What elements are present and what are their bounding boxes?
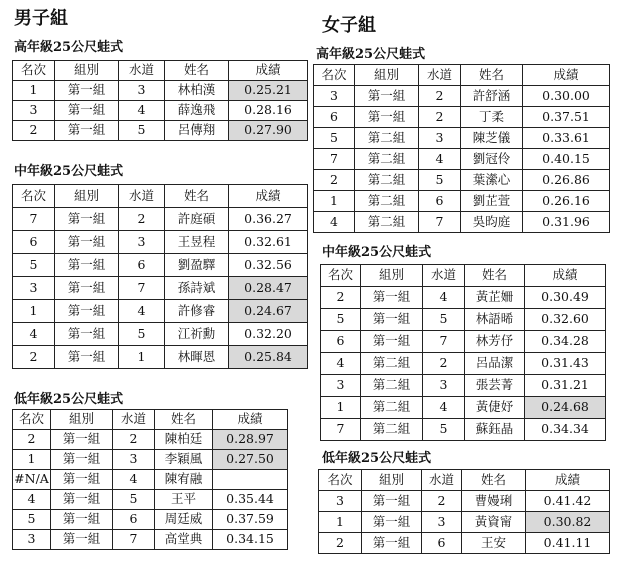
cell-name: 許庭碩 (165, 208, 229, 231)
cell-rank: 2 (13, 430, 51, 450)
column-header-lane: 水道 (422, 470, 462, 491)
cell-score: 0.30.00 (523, 86, 610, 107)
table-row (321, 397, 606, 419)
table-row (13, 323, 308, 346)
cell-rank: 1 (13, 300, 55, 323)
cell-name: 周廷威 (155, 510, 213, 530)
cell-rank: 1 (321, 397, 361, 419)
cell-score: 0.27.50 (213, 450, 288, 470)
cell-lane: 3 (119, 81, 165, 101)
cell-rank: 4 (13, 490, 51, 510)
cell-score: 0.30.49 (525, 287, 606, 309)
table-row (314, 149, 610, 170)
cell-group: 第二組 (355, 170, 419, 191)
cell-score: 0.24.67 (229, 300, 308, 323)
boys-group-title: 男子組 (14, 8, 68, 29)
cell-lane: 6 (119, 254, 165, 277)
cell-name: 劉盈驛 (165, 254, 229, 277)
table-row (13, 450, 288, 470)
cell-name: 林暉恩 (165, 346, 229, 369)
cell-name: 葉瀠心 (461, 170, 523, 191)
cell-lane: 5 (423, 419, 465, 441)
header-row (13, 61, 308, 81)
header-row (13, 410, 288, 430)
cell-score (213, 470, 288, 490)
cell-name: 王昱程 (165, 231, 229, 254)
cell-lane: 4 (113, 470, 155, 490)
column-header-score: 成績 (229, 61, 308, 81)
column-header-score: 成績 (229, 185, 308, 208)
cell-score: 0.28.16 (229, 101, 308, 121)
cell-lane: 3 (423, 375, 465, 397)
cell-rank: 5 (13, 254, 55, 277)
cell-score: 0.37.51 (523, 107, 610, 128)
cell-score: 0.25.84 (229, 346, 308, 369)
table-row (13, 81, 308, 101)
cell-score: 0.41.42 (526, 491, 610, 512)
cell-name: 張芸菁 (465, 375, 525, 397)
cell-rank: 1 (319, 512, 362, 533)
column-header-rank: 名次 (314, 65, 355, 86)
cell-group: 第一組 (361, 331, 423, 353)
cell-lane: 6 (113, 510, 155, 530)
cell-name: 孫詩斌 (165, 277, 229, 300)
table-row (314, 212, 610, 233)
cell-lane: 3 (422, 512, 462, 533)
table-row (13, 300, 308, 323)
cell-name: 高堂典 (155, 530, 213, 550)
cell-lane: 2 (419, 107, 461, 128)
cell-group: 第一組 (55, 231, 119, 254)
cell-name: 李穎風 (155, 450, 213, 470)
column-header-score: 成績 (523, 65, 610, 86)
cell-lane: 4 (119, 101, 165, 121)
table-row (13, 208, 308, 231)
cell-name: 林柏漢 (165, 81, 229, 101)
cell-group: 第一組 (51, 490, 113, 510)
cell-name: 呂傳翔 (165, 121, 229, 141)
cell-group: 第一組 (55, 346, 119, 369)
column-header-group: 組別 (361, 265, 423, 287)
cell-score: 0.27.90 (229, 121, 308, 141)
cell-lane: 3 (113, 450, 155, 470)
cell-name: 江祈勳 (165, 323, 229, 346)
cell-group: 第二組 (361, 419, 423, 441)
cell-score: 0.30.82 (526, 512, 610, 533)
girls-middle-title: 中年級25公尺蛙式 (322, 245, 432, 260)
cell-lane: 2 (119, 208, 165, 231)
cell-rank: 7 (321, 419, 361, 441)
cell-group: 第二組 (355, 212, 419, 233)
cell-lane: 4 (423, 287, 465, 309)
table-row (321, 419, 606, 441)
cell-group: 第一組 (55, 81, 119, 101)
cell-lane: 4 (119, 300, 165, 323)
cell-score: 0.26.16 (523, 191, 610, 212)
cell-group: 第二組 (355, 191, 419, 212)
cell-name: 黃芷姍 (465, 287, 525, 309)
cell-name: 曹嫚琍 (462, 491, 526, 512)
cell-name: 吳昀庭 (461, 212, 523, 233)
cell-score: 0.31.21 (525, 375, 606, 397)
girls-group-title: 女子組 (322, 15, 376, 36)
table-row (13, 101, 308, 121)
cell-group: 第一組 (55, 208, 119, 231)
table-row (319, 533, 610, 554)
header-row (319, 470, 610, 491)
cell-group: 第一組 (355, 86, 419, 107)
cell-rank: 7 (13, 208, 55, 231)
cell-rank: 1 (13, 81, 55, 101)
table-row (314, 128, 610, 149)
cell-lane: 2 (422, 491, 462, 512)
cell-name: 林語晞 (465, 309, 525, 331)
cell-group: 第一組 (55, 277, 119, 300)
table-row (13, 254, 308, 277)
cell-score: 0.28.97 (213, 430, 288, 450)
cell-lane: 3 (419, 128, 461, 149)
cell-score: 0.25.21 (229, 81, 308, 101)
cell-score: 0.40.15 (523, 149, 610, 170)
cell-score: 0.41.11 (526, 533, 610, 554)
cell-rank: 6 (321, 331, 361, 353)
cell-score: 0.32.60 (525, 309, 606, 331)
table-row (13, 346, 308, 369)
cell-group: 第二組 (361, 397, 423, 419)
boys-middle-title: 中年級25公尺蛙式 (14, 164, 124, 179)
cell-name: 薛逸飛 (165, 101, 229, 121)
column-header-lane: 水道 (423, 265, 465, 287)
table-row (13, 490, 288, 510)
boys-junior-table (12, 409, 288, 550)
cell-rank: 2 (319, 533, 362, 554)
cell-name: 蘇鈺晶 (465, 419, 525, 441)
cell-score: 0.32.61 (229, 231, 308, 254)
table-row (13, 277, 308, 300)
cell-rank: 3 (321, 375, 361, 397)
cell-group: 第二組 (355, 128, 419, 149)
cell-rank: 2 (13, 346, 55, 369)
cell-rank: 6 (13, 231, 55, 254)
table-row (314, 107, 610, 128)
cell-rank: 2 (314, 170, 355, 191)
cell-score: 0.28.47 (229, 277, 308, 300)
column-header-name: 姓名 (465, 265, 525, 287)
cell-lane: 7 (423, 331, 465, 353)
column-header-name: 姓名 (462, 470, 526, 491)
cell-lane: 4 (419, 149, 461, 170)
cell-group: 第一組 (51, 530, 113, 550)
cell-rank: 5 (13, 510, 51, 530)
column-header-rank: 名次 (319, 470, 362, 491)
table-row (13, 470, 288, 490)
cell-lane: 7 (419, 212, 461, 233)
column-header-group: 組別 (51, 410, 113, 430)
boys-junior-title: 低年級25公尺蛙式 (14, 392, 124, 407)
cell-group: 第二組 (361, 375, 423, 397)
cell-group: 第一組 (361, 287, 423, 309)
table-row (321, 287, 606, 309)
cell-lane: 5 (423, 309, 465, 331)
cell-name: 林芳伃 (465, 331, 525, 353)
cell-name: 丁柔 (461, 107, 523, 128)
table-row (314, 170, 610, 191)
cell-score: 0.36.27 (229, 208, 308, 231)
cell-name: 黃資甯 (462, 512, 526, 533)
cell-score: 0.34.28 (525, 331, 606, 353)
table-row (319, 512, 610, 533)
cell-lane: 6 (422, 533, 462, 554)
cell-rank: 2 (13, 121, 55, 141)
cell-rank: 3 (13, 101, 55, 121)
cell-group: 第一組 (362, 512, 422, 533)
column-header-group: 組別 (55, 61, 119, 81)
table-row (321, 375, 606, 397)
table-row (314, 86, 610, 107)
table-row (321, 353, 606, 375)
cell-name: 陳柏廷 (155, 430, 213, 450)
column-header-lane: 水道 (119, 61, 165, 81)
cell-name: 陳宥融 (155, 470, 213, 490)
cell-group: 第一組 (51, 450, 113, 470)
column-header-lane: 水道 (419, 65, 461, 86)
cell-name: 許舒涵 (461, 86, 523, 107)
column-header-rank: 名次 (13, 185, 55, 208)
cell-group: 第一組 (362, 533, 422, 554)
column-header-lane: 水道 (119, 185, 165, 208)
cell-group: 第一組 (355, 107, 419, 128)
cell-rank: #N/A (13, 470, 51, 490)
cell-lane: 2 (419, 86, 461, 107)
girls-senior-table (313, 64, 610, 233)
column-header-score: 成績 (525, 265, 606, 287)
cell-lane: 5 (113, 490, 155, 510)
boys-senior-title: 高年級25公尺蛙式 (14, 40, 124, 55)
header-row (13, 185, 308, 208)
cell-name: 劉芷萱 (461, 191, 523, 212)
column-header-name: 姓名 (165, 185, 229, 208)
cell-name: 許修睿 (165, 300, 229, 323)
cell-name: 王平 (155, 490, 213, 510)
cell-score: 0.31.43 (525, 353, 606, 375)
cell-score: 0.26.86 (523, 170, 610, 191)
cell-group: 第一組 (55, 300, 119, 323)
column-header-rank: 名次 (13, 410, 51, 430)
cell-rank: 1 (314, 191, 355, 212)
column-header-rank: 名次 (321, 265, 361, 287)
column-header-group: 組別 (355, 65, 419, 86)
cell-rank: 1 (13, 450, 51, 470)
table-row (13, 231, 308, 254)
cell-lane: 5 (119, 323, 165, 346)
column-header-score: 成績 (526, 470, 610, 491)
cell-name: 陳芝儀 (461, 128, 523, 149)
cell-rank: 4 (314, 212, 355, 233)
cell-name: 劉冠伶 (461, 149, 523, 170)
cell-lane: 1 (119, 346, 165, 369)
cell-lane: 7 (119, 277, 165, 300)
column-header-group: 組別 (362, 470, 422, 491)
cell-group: 第一組 (51, 470, 113, 490)
cell-rank: 3 (319, 491, 362, 512)
table-row (314, 191, 610, 212)
cell-group: 第一組 (55, 121, 119, 141)
table-row (13, 510, 288, 530)
cell-lane: 6 (419, 191, 461, 212)
cell-rank: 4 (13, 323, 55, 346)
cell-score: 0.34.34 (525, 419, 606, 441)
cell-group: 第一組 (55, 254, 119, 277)
cell-group: 第一組 (51, 510, 113, 530)
cell-rank: 4 (321, 353, 361, 375)
cell-lane: 4 (423, 397, 465, 419)
cell-lane: 3 (119, 231, 165, 254)
header-row (314, 65, 610, 86)
column-header-name: 姓名 (461, 65, 523, 86)
table-row (319, 491, 610, 512)
cell-lane: 2 (113, 430, 155, 450)
column-header-name: 姓名 (165, 61, 229, 81)
cell-group: 第一組 (55, 101, 119, 121)
girls-junior-title: 低年級25公尺蛙式 (322, 451, 432, 466)
cell-name: 呂品潔 (465, 353, 525, 375)
cell-rank: 7 (314, 149, 355, 170)
boys-middle-table (12, 184, 308, 369)
cell-score: 0.35.44 (213, 490, 288, 510)
cell-rank: 3 (13, 530, 51, 550)
cell-rank: 2 (321, 287, 361, 309)
cell-group: 第一組 (361, 309, 423, 331)
cell-score: 0.31.96 (523, 212, 610, 233)
girls-middle-table (320, 264, 606, 441)
column-header-lane: 水道 (113, 410, 155, 430)
cell-score: 0.37.59 (213, 510, 288, 530)
cell-group: 第一組 (51, 430, 113, 450)
boys-senior-table (12, 60, 308, 141)
table-row (13, 530, 288, 550)
cell-rank: 3 (314, 86, 355, 107)
cell-rank: 5 (321, 309, 361, 331)
cell-name: 黃倢妤 (465, 397, 525, 419)
table-row (13, 121, 308, 141)
cell-group: 第一組 (362, 491, 422, 512)
cell-lane: 5 (119, 121, 165, 141)
column-header-name: 姓名 (155, 410, 213, 430)
cell-score: 0.34.15 (213, 530, 288, 550)
cell-score: 0.32.56 (229, 254, 308, 277)
table-row (321, 309, 606, 331)
cell-score: 0.32.20 (229, 323, 308, 346)
cell-rank: 6 (314, 107, 355, 128)
cell-group: 第二組 (361, 353, 423, 375)
cell-group: 第一組 (55, 323, 119, 346)
girls-senior-title: 高年級25公尺蛙式 (316, 47, 426, 62)
cell-name: 王安 (462, 533, 526, 554)
table-row (13, 430, 288, 450)
column-header-score: 成績 (213, 410, 288, 430)
cell-lane: 7 (113, 530, 155, 550)
girls-junior-table (318, 469, 610, 554)
cell-lane: 5 (419, 170, 461, 191)
column-header-rank: 名次 (13, 61, 55, 81)
table-row (321, 331, 606, 353)
header-row (321, 265, 606, 287)
cell-score: 0.33.61 (523, 128, 610, 149)
cell-rank: 5 (314, 128, 355, 149)
cell-score: 0.24.68 (525, 397, 606, 419)
cell-rank: 3 (13, 277, 55, 300)
cell-lane: 2 (423, 353, 465, 375)
cell-group: 第二組 (355, 149, 419, 170)
column-header-group: 組別 (55, 185, 119, 208)
